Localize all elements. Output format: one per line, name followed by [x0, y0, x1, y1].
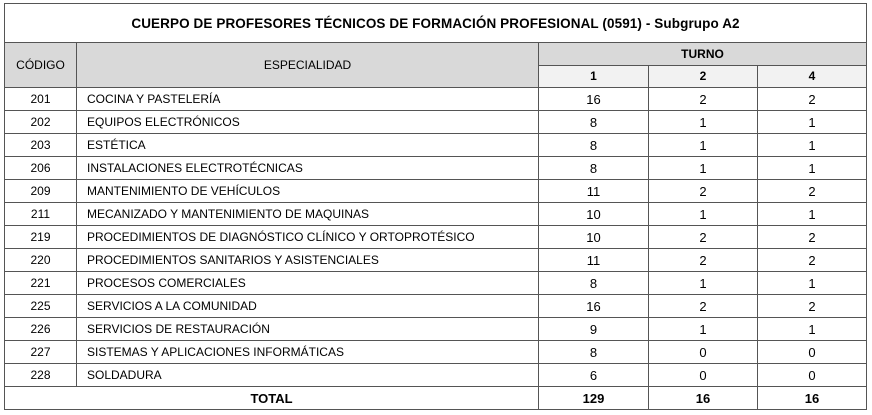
turno-4-cell: 2	[758, 88, 867, 111]
turno-1-cell: 10	[539, 203, 649, 226]
turno-4-cell: 0	[758, 341, 867, 364]
turno-2-cell: 0	[649, 341, 758, 364]
header-turno-4: 4	[758, 65, 867, 88]
especialidad-cell: MANTENIMIENTO DE VEHÍCULOS	[77, 180, 539, 203]
turno-2-cell: 1	[649, 318, 758, 341]
turno-1-cell: 16	[539, 88, 649, 111]
turno-4-cell: 1	[758, 272, 867, 295]
table-row	[5, 249, 867, 272]
especialidad-cell: EQUIPOS ELECTRÓNICOS	[77, 111, 539, 134]
turno-2-cell: 0	[649, 364, 758, 387]
turno-1-cell: 16	[539, 295, 649, 318]
especialidad-cell: INSTALACIONES ELECTROTÉCNICAS	[77, 157, 539, 180]
turno-1-cell: 11	[539, 180, 649, 203]
total-turno-2: 16	[649, 387, 758, 410]
total-turno-1: 129	[539, 387, 649, 410]
especialidad-cell: MECANIZADO Y MANTENIMIENTO DE MAQUINAS	[77, 203, 539, 226]
turno-1-cell: 8	[539, 272, 649, 295]
table-row	[5, 111, 867, 134]
turno-4-cell: 0	[758, 364, 867, 387]
table-row	[5, 272, 867, 295]
header-turno: TURNO	[539, 43, 867, 66]
turno-2-cell: 2	[649, 226, 758, 249]
turno-2-cell: 2	[649, 180, 758, 203]
especialidad-cell: ESTÉTICA	[77, 134, 539, 157]
header-especialidad: ESPECIALIDAD	[77, 43, 539, 88]
codigo-cell: 203	[5, 134, 77, 157]
table-row	[5, 295, 867, 318]
codigo-cell: 227	[5, 341, 77, 364]
turno-2-cell: 1	[649, 203, 758, 226]
turno-1-cell: 6	[539, 364, 649, 387]
codigo-cell: 201	[5, 88, 77, 111]
table-row	[5, 203, 867, 226]
table-row	[5, 134, 867, 157]
turno-2-cell: 1	[649, 134, 758, 157]
total-turno-4: 16	[758, 387, 867, 410]
especialidad-cell: PROCEDIMIENTOS DE DIAGNÓSTICO CLÍNICO Y ORTOPROTÉSICO	[77, 226, 539, 249]
especialidad-cell: SOLDADURA	[77, 364, 539, 387]
codigo-cell: 220	[5, 249, 77, 272]
header-turno-2: 2	[649, 65, 758, 88]
turno-2-cell: 1	[649, 272, 758, 295]
codigo-cell: 206	[5, 157, 77, 180]
codigo-cell: 226	[5, 318, 77, 341]
total-row	[5, 387, 867, 410]
codigo-cell: 221	[5, 272, 77, 295]
especialidad-cell: SISTEMAS Y APLICACIONES INFORMÁTICAS	[77, 341, 539, 364]
especialidad-cell: SERVICIOS DE RESTAURACIÓN	[77, 318, 539, 341]
table-row	[5, 180, 867, 203]
codigo-cell: 211	[5, 203, 77, 226]
total-label: TOTAL	[5, 387, 539, 410]
turno-4-cell: 1	[758, 111, 867, 134]
turno-2-cell: 2	[649, 295, 758, 318]
plazas-table	[4, 3, 867, 410]
turno-1-cell: 11	[539, 249, 649, 272]
codigo-cell: 225	[5, 295, 77, 318]
turno-1-cell: 8	[539, 134, 649, 157]
header-codigo: CÓDIGO	[5, 43, 77, 88]
turno-4-cell: 2	[758, 180, 867, 203]
table-title: CUERPO DE PROFESORES TÉCNICOS DE FORMACIÓN PROFESIONAL (0591) - Subgrupo A2	[5, 4, 867, 43]
table-row	[5, 157, 867, 180]
turno-4-cell: 1	[758, 318, 867, 341]
turno-1-cell: 8	[539, 341, 649, 364]
table-row	[5, 341, 867, 364]
turno-4-cell: 2	[758, 249, 867, 272]
turno-2-cell: 2	[649, 88, 758, 111]
codigo-cell: 228	[5, 364, 77, 387]
turno-1-cell: 9	[539, 318, 649, 341]
table-row	[5, 88, 867, 111]
turno-4-cell: 2	[758, 226, 867, 249]
especialidad-cell: COCINA Y PASTELERÍA	[77, 88, 539, 111]
turno-2-cell: 2	[649, 249, 758, 272]
turno-4-cell: 1	[758, 203, 867, 226]
turno-1-cell: 8	[539, 157, 649, 180]
especialidad-cell: PROCESOS COMERCIALES	[77, 272, 539, 295]
codigo-cell: 219	[5, 226, 77, 249]
codigo-cell: 209	[5, 180, 77, 203]
turno-4-cell: 2	[758, 295, 867, 318]
turno-1-cell: 10	[539, 226, 649, 249]
turno-4-cell: 1	[758, 134, 867, 157]
table-row	[5, 226, 867, 249]
turno-2-cell: 1	[649, 111, 758, 134]
turno-2-cell: 1	[649, 157, 758, 180]
header-turno-1: 1	[539, 65, 649, 88]
especialidad-cell: SERVICIOS A LA COMUNIDAD	[77, 295, 539, 318]
turno-4-cell: 1	[758, 157, 867, 180]
codigo-cell: 202	[5, 111, 77, 134]
especialidad-cell: PROCEDIMIENTOS SANITARIOS Y ASISTENCIALES	[77, 249, 539, 272]
table-row	[5, 364, 867, 387]
table-row	[5, 318, 867, 341]
turno-1-cell: 8	[539, 111, 649, 134]
